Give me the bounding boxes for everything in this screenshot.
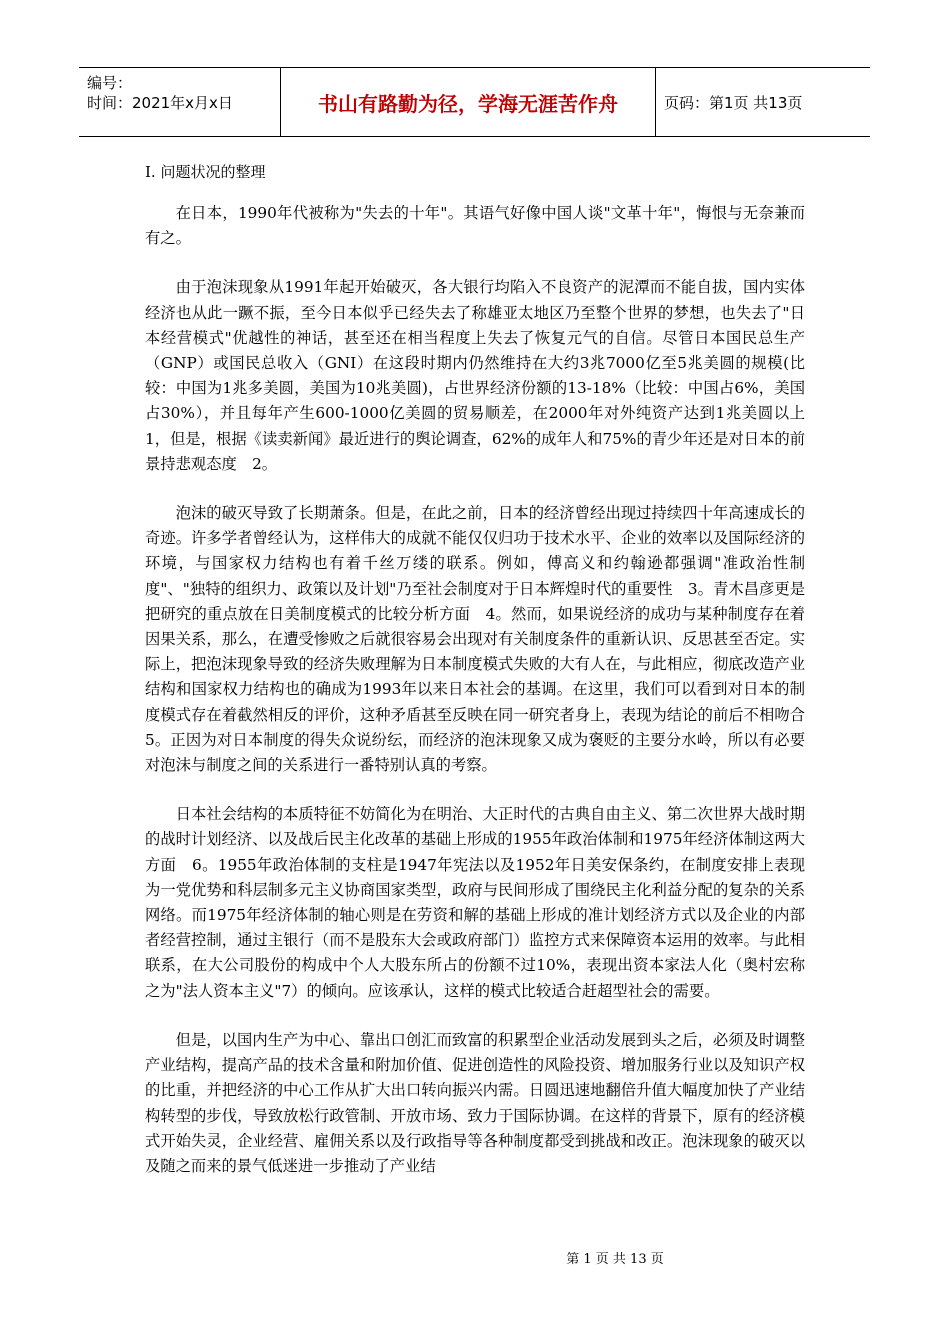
motto: 书山有路勤为径，学海无涯苦作舟: [318, 91, 618, 116]
footer-page-number: 第 1 页 共 13 页: [566, 1252, 664, 1267]
section-title: Ⅰ. 问题状况的整理: [145, 163, 266, 181]
paragraph: 泡沫的破灭导致了长期萧条。但是，在此之前，日本的经济曾经出现过持续四十年高速成长的奇迹。许多学者曾经认为，这样伟大的成就不能仅仅归功于技术水平、企业的效率以及国际经济的环境，与国家权力结构也有着千丝万缕的联系。例如，傅高义和约翰逊都强调"准政治性制度"、"独特的组织力、政策以及计划"乃至社会制度对于日本辉煌时代的重要性 3。青木昌彦更是把研究的重点放在日美制度模式的比较分析方面 4。然而，如果说经济的成功与某种制度存在着因果关系，那么，在遭受惨败之后就很容易会出现对有关制度条件的重新认识、反思甚至否定。实际上，把泡沫现象导致的经济失败理解为日本制度模式失败的大有人在，与此相应，彻底改造产业结构和国家权力结构也的确成为1993年以来日本社会的基调。在这里，我们可以看到对日本的制度模式存在着截然相反的评价，这种矛盾甚至反映在同一研究者身上，表现为结论的前后不相吻合 5。正因为对日本制度的得失众说纷纭，而经济的泡沫现象又成为褒贬的主要分水岭，所以有必要对泡沫与制度之间的关系进行一番特别认真的考察。: [145, 504, 821, 775]
paragraph: 日本社会结构的本质特征不妨简化为在明治、大正时代的古典自由主义、第二次世界大战时期的战时计划经济、以及战后民主化改革的基础上形成的1955年政治体制和1975年经济体制这两大方面 6。1955年政治体制的支柱是1947年宪法以及1952年日美安保条约，在制度安排上表现为一党优势和科层制多元主义协商国家类型，政府与民间形成了围绕民主化利益分配的复杂的关系网络。而1975年经济体制的轴心则是在劳资和解的基础上形成的准计划经济方式以及企业的内部者经营控制，通过主银行（而不是股东大会或政府部门）监控方式来保障资本运用的效率。与此相联系，在大公司股份的构成中个人大股东所占的份额不过10%，表现出资本家法人化（奥村宏称之为"法人资本主义"7）的倾向。应该承认，这样的模式比较适合赶超型社会的需要。: [145, 805, 805, 1000]
document-body: [145, 160, 821, 1203]
time-label: 时间：2021年x月x日: [87, 94, 233, 112]
header-motto-cell: [281, 68, 656, 136]
page-code: 页码：第1页 共13页: [664, 93, 803, 112]
paragraph: 但是，以国内生产为中心、靠出口创汇而致富的积累型企业活动发展到头之后，必须及时调整产业结构，提高产品的技术含量和附加价值、促进创造性的风险投资、增加服务行业以及知识产权的比重，并把经济的中心工作从扩大出口转向振兴内需。日圆迅速地翻倍升值大幅度加快了产业结构转型的步伐，导致放松行政管制、开放市场、致力于国际协调。在这样的背景下，原有的经济模式开始失灵，企业经营、雇佣关系以及行政指导等各种制度都受到挑战和改正。泡沫现象的破灭以及随之而来的景气低迷进一步推动了产业结: [145, 1030, 805, 1175]
paragraph: 在日本，1990年代被称为"失去的十年"。其语气好像中国人谈"文革十年"，悔恨与无奈兼而有之。: [145, 204, 805, 248]
number-label: 编号：: [87, 74, 133, 92]
paragraph: 由于泡沫现象从1991年起开始破灭，各大银行均陷入不良资产的泥潭而不能自拔，国内实体经济也从此一蹶不振，至今日本似乎已经失去了称雄亚太地区乃至整个世界的梦想，也失去了"日本经营模式"优越性的神话，甚至还在相当程度上失去了恢复元气的自信。尽管日本国民总生产（GNP）或国民总收入（GNI）在这段时期内仍然维持在大约3兆7000亿至5兆美圆的规模(比较：中国为1兆多美圆，美国为10兆美圆)，占世界经济份额的13-18%（比较：中国占6%，美国占30%），并且每年产生600-1000亿美圆的贸易顺差，在2000年对外纯资产达到1兆美圆以上 1，但是，根据《读卖新闻》最近进行的舆论调查，62%的成年人和75%的青少年还是对日本的前景持悲观态度 2。: [145, 278, 821, 473]
page-footer: [0, 1248, 950, 1267]
document-header: [79, 67, 870, 137]
header-meta-cell: [79, 68, 281, 136]
header-page-cell: [656, 68, 870, 136]
